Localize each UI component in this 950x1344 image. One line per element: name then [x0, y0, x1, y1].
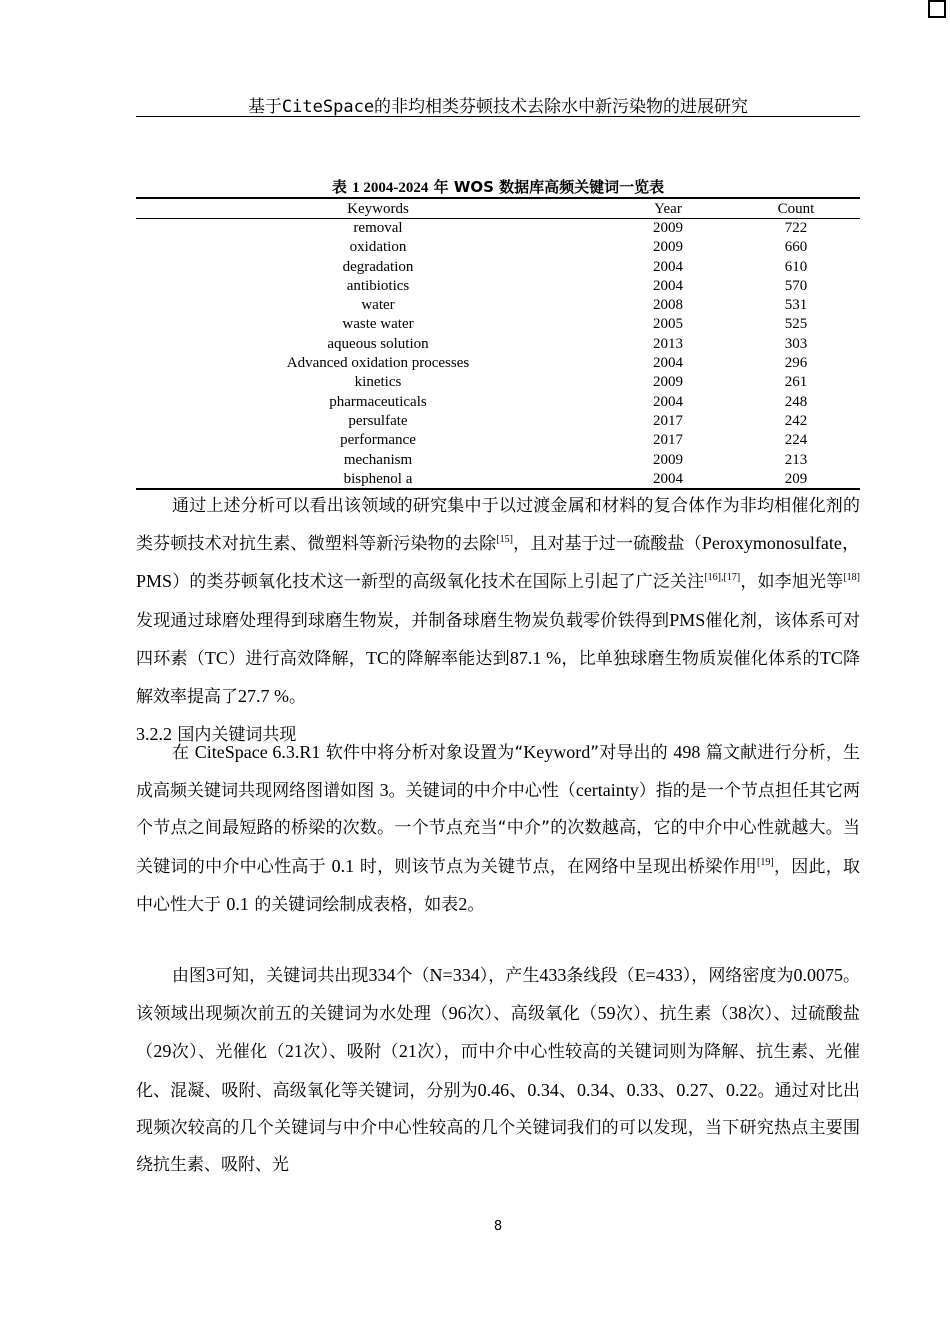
table-row — [136, 373, 860, 392]
table-cell-keyword: Advanced oxidation processes — [286, 355, 470, 372]
text-run: 433 — [539, 965, 567, 985]
text-run: ，因此，取中心性大于 — [136, 856, 861, 915]
table-cell-year: 2004 — [653, 277, 683, 294]
text-run: 0.1 — [331, 855, 355, 876]
text-run: ，如李旭光等 — [740, 572, 844, 593]
table-cell-count: 303 — [784, 335, 808, 352]
table-row — [136, 393, 860, 412]
text-run: 的关键词绘制成表格，如表 — [254, 894, 459, 915]
table-row — [136, 354, 860, 373]
table-cell-year: 2004 — [653, 355, 683, 372]
table-cell-count: 261 — [784, 374, 808, 391]
text-run: ）指的是一个节点担任其它两个节点之间最短路的桥梁的次数。一个节点充当“中介”的次数越高，它的中介中心性就越大。当关键词的中介中心性高于 — [136, 781, 860, 877]
citation-15: [15] — [496, 534, 513, 546]
text-run: 篇文献进行分析，生成高频关键词共现网络图谱如图 — [136, 743, 861, 802]
table-cell-keyword: removal — [353, 220, 403, 236]
table-cell-year: 2009 — [653, 220, 683, 236]
text-run: ）的类芬顿氧化技术这一新型的高级氧化技术在国际上引起了广泛关注 — [172, 572, 705, 593]
text-run: 21 — [398, 1041, 417, 1062]
table-caption-prefix: 表 — [331, 178, 347, 196]
table-cell-count: 525 — [784, 316, 808, 333]
text-run: 0.1 — [226, 893, 249, 914]
text-run: 2 — [458, 893, 468, 914]
text-run: Peroxymonosulfate，PMS — [136, 533, 861, 592]
section-title: 国内关键词共现 — [177, 725, 297, 745]
text-run: 由图 — [172, 966, 207, 986]
table-row — [136, 470, 860, 489]
paragraph-3 — [136, 957, 860, 1184]
text-run: 96 — [448, 1003, 467, 1024]
table-row — [136, 277, 860, 296]
text-run: TC — [204, 647, 228, 668]
text-run: ）进行高效降解， — [227, 648, 367, 669]
citation-18: [18] — [843, 572, 861, 584]
table-cell-count: 610 — [784, 258, 808, 275]
text-run: 29 — [153, 1041, 172, 1062]
column-header-keywords: Keywords — [347, 201, 409, 217]
table-caption-suffix: 年 WOS 数据库高频关键词一览表 — [433, 178, 665, 196]
text-run: ”对导出的 — [590, 743, 668, 763]
text-run: 334 — [368, 965, 396, 985]
table-cell-year: 2017 — [653, 412, 683, 429]
text-run: 软件中将分析对象设置为“ — [325, 743, 524, 763]
body-text-middle — [136, 734, 860, 924]
table-cell-keyword: pharmaceuticals — [329, 393, 427, 410]
text-run: 条线段（ — [566, 966, 635, 986]
column-header-count: Count — [777, 201, 815, 217]
text-run: 。 — [289, 687, 306, 708]
text-run: PMS — [669, 609, 706, 630]
table-cell-year: 2004 — [653, 393, 683, 410]
header-rule — [136, 116, 860, 117]
text-run: 498 — [673, 742, 701, 762]
table-cell-keyword: bisphenol a — [343, 470, 413, 487]
table-row — [136, 431, 860, 450]
text-run: E=433 — [634, 965, 683, 985]
table-row — [136, 315, 860, 334]
text-run: TC — [366, 647, 390, 668]
body-text-lower — [136, 957, 860, 1184]
table-row — [136, 335, 860, 354]
table-cell-count: 242 — [784, 412, 808, 429]
text-run: 。关键词的中介中心性（ — [388, 781, 576, 802]
table-cell-keyword: mechanism — [343, 451, 413, 468]
text-run: ），网络密度为 — [682, 966, 794, 986]
text-run: ），产生 — [479, 966, 540, 986]
table-cell-keyword: persulfate — [348, 412, 408, 429]
table-row — [136, 451, 860, 470]
text-run: 。通过对比出现频次较高的几个关键词与中介中心性较高的几个关键词我们的可以发现，当下研究热点主要围绕抗生素、吸附、光 — [136, 1080, 861, 1176]
table-caption-number: 1 2004-2024 — [352, 180, 429, 196]
text-run: 3 — [206, 965, 216, 985]
table-row — [136, 412, 860, 431]
table-cell-count: 660 — [784, 239, 808, 256]
text-run: Keyword — [523, 742, 591, 762]
citation-16-17: [16],[17] — [704, 572, 741, 584]
text-run: 27.7 % — [238, 686, 289, 707]
table-cell-year: 2009 — [653, 374, 683, 391]
corner-mark — [928, 0, 946, 18]
text-run: 的降解率能达到 — [389, 648, 510, 669]
text-run: 在 — [172, 743, 190, 763]
text-run: 38 — [728, 1003, 747, 1024]
paragraph-2 — [136, 734, 860, 924]
table-row — [136, 258, 860, 277]
text-run: ，且对基于过一硫酸盐（ — [512, 534, 702, 555]
text-run: 87.1 % — [509, 647, 562, 668]
text-run: 个（ — [395, 966, 430, 986]
table-cell-year: 2004 — [653, 470, 683, 487]
text-run: certainty — [575, 780, 639, 801]
table-cell-year: 2005 — [653, 316, 683, 333]
table-cell-count: 531 — [784, 297, 808, 314]
table-cell-keyword: antibiotics — [346, 277, 410, 294]
column-header-year: Year — [654, 201, 682, 217]
text-run: 催化剂，该体系可对四环素（ — [136, 610, 861, 669]
table-row — [136, 219, 860, 238]
running-header: 基于CiteSpace的非均相类芬顿技术去除水中新污染物的进展研究 — [247, 97, 749, 117]
text-run: 可知，关键词共出现 — [215, 966, 369, 986]
text-run: 次）、光催化（ — [171, 1042, 285, 1063]
text-run: 次）、吸附（ — [302, 1042, 399, 1063]
page-number: 8 — [493, 1219, 503, 1234]
table-cell-keyword: kinetics — [354, 374, 402, 391]
text-run: 次）、过硫酸盐（ — [136, 1004, 861, 1063]
table-caption — [136, 176, 860, 197]
table-cell-count: 570 — [784, 277, 808, 294]
table-cell-keyword: degradation — [342, 258, 414, 275]
table-cell-count: 209 — [784, 470, 808, 487]
table-cell-year: 2008 — [653, 297, 683, 314]
table-cell-year: 2013 — [653, 335, 683, 352]
text-run: CiteSpace 6.3.R1 — [194, 742, 321, 762]
table-cell-year: 2017 — [653, 432, 683, 449]
table-cell-count: 296 — [784, 355, 808, 372]
table-cell-count: 213 — [784, 451, 808, 468]
text-run: 降解效率提高了 — [136, 648, 861, 708]
table-cell-keyword: waste water — [342, 316, 414, 333]
table-cell-year: 2004 — [653, 258, 683, 275]
text-run: N=334 — [429, 965, 480, 985]
table-header-row — [136, 199, 860, 219]
text-run: 21 — [284, 1041, 303, 1062]
paragraph-1 — [136, 488, 860, 716]
table-row — [136, 238, 860, 257]
text-run: 3 — [379, 780, 389, 801]
table-cell-year: 2009 — [653, 451, 683, 468]
text-run: 次），而中介中心性较高的关键词则为降解、抗生素、光催化、混凝、吸附、高级氧化等关键词，分别为 — [136, 1042, 861, 1101]
text-run: 0.0075 — [793, 965, 844, 985]
text-run: 次）、抗生素（ — [615, 1004, 729, 1025]
text-run: 通过上述分析可以看出该领域的研究集中于以过渡金属和材料的复合体作为非均相催化剂的类芬顿技术对抗生素、微塑料等新污染物的去除 — [136, 496, 860, 555]
text-run: 。该领域出现频次前五的关键词为水处理（ — [136, 966, 861, 1025]
table-cell-keyword: oxidation — [349, 239, 407, 256]
table-cell-keyword: water — [361, 297, 395, 314]
table-row — [136, 296, 860, 315]
text-run: ，比单独球磨生物质炭催化体系的 — [561, 648, 820, 669]
text-run: 次）、高级氧化（ — [466, 1004, 598, 1025]
text-run: 0.46、0.34、0.34、0.33、0.27、0.22 — [477, 1079, 758, 1100]
text-run: TC — [819, 647, 843, 668]
text-run: 。 — [467, 894, 485, 915]
table-cell-year: 2009 — [653, 239, 683, 256]
citation-19: [19] — [757, 856, 774, 868]
table-cell-keyword: performance — [340, 432, 416, 449]
table-cell-count: 224 — [784, 432, 808, 449]
body-text-upper — [136, 488, 860, 716]
text-run: 时，则该节点为关键节点，在网络中呈现出桥梁作用 — [359, 856, 758, 877]
table-cell-count: 722 — [784, 220, 808, 236]
table-cell-keyword: aqueous solution — [327, 335, 429, 352]
text-run: 59 — [597, 1003, 616, 1024]
keyword-table — [136, 199, 860, 489]
text-run: 发现通过球磨处理得到球磨生物炭，并制备球磨生物炭负载零价铁得到 — [136, 610, 670, 631]
section-number: 3.2.2 — [136, 724, 172, 744]
table-cell-count: 248 — [784, 393, 808, 410]
